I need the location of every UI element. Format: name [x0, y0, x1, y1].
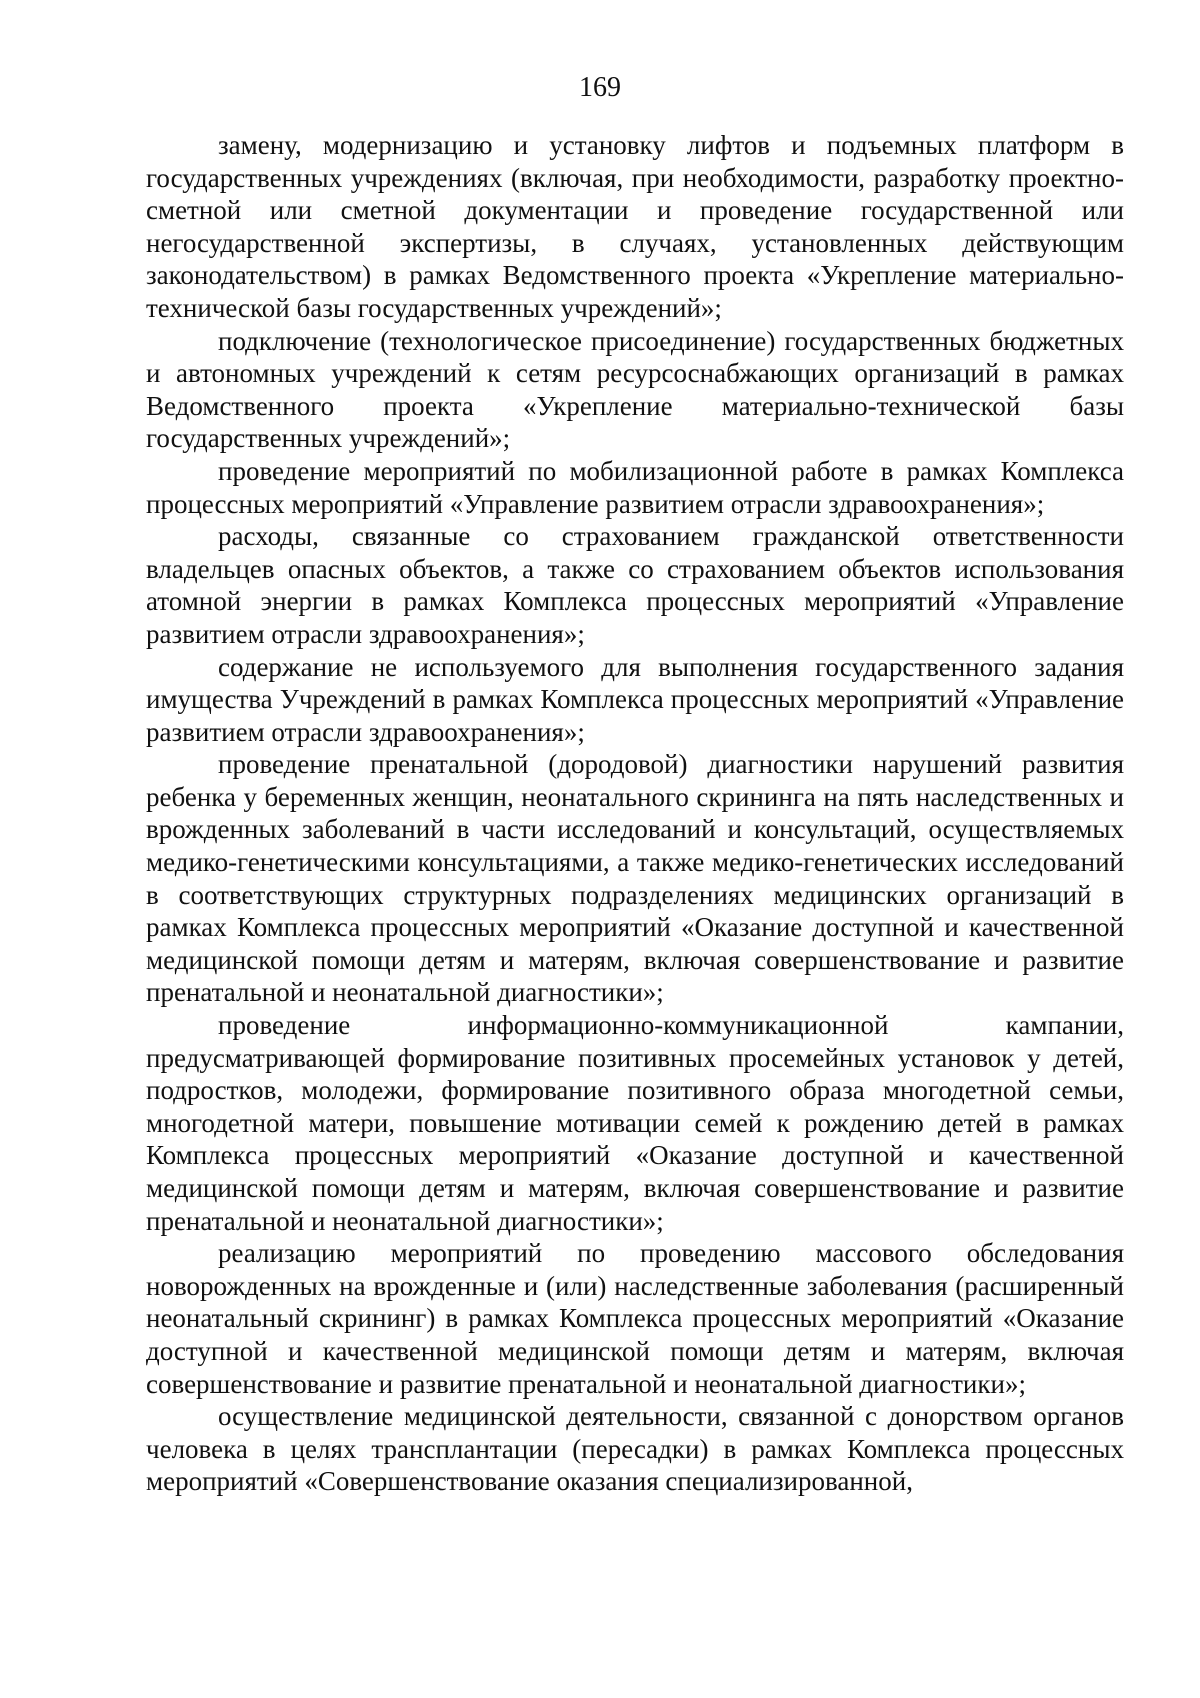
paragraph: подключение (технологическое присоединение) государственных бюджетных и автономных учреждений к сетям ресурсоснабжающих организаций в рамках Ведомственного проекта «Укрепление материально-технической базы государственных учреждений»;: [146, 325, 1124, 454]
page-number: 169: [579, 72, 621, 103]
paragraph: проведение мероприятий по мобилизационной работе в рамках Комплекса процессных мероприятий «Управление развитием отрасли здравоохранения»;: [146, 455, 1124, 519]
body-text: [146, 129, 1124, 1498]
paragraph: расходы, связанные со страхованием гражданской ответственности владельцев опасных объектов, а также со страхованием объектов использования атомной энергии в рамках Комплекса процессных мероприятий «Управление развитием отрасли здравоохранения»;: [146, 521, 1124, 649]
paragraph: реализацию мероприятий по проведению массового обследования новорожденных на врожденные и (или) наследственные заболевания (расширенный неонатальный скрининг) в рамках Комплекса процессных мероприятий «Оказание доступной и качественной медицинской помощи детям и матерям, включая совершенствование и развитие пренатальной и неонатальной диагностики»;: [146, 1238, 1124, 1399]
paragraph: замену, модернизацию и установку лифтов и подъемных платформ в государственных учреждениях (включая, при необходимости, разработку проектно-сметной или сметной документации и проведение государственной или негосударственной экспертизы, в случаях, установленных действующим законодательством) в рамках Ведомственного проекта «Укрепление материально-технической базы государственных учреждений»;: [146, 130, 1124, 323]
paragraph: осуществление медицинской деятельности, связанной с донорством органов человека в целях трансплантации (пересадки) в рамках Комплекса процессных мероприятий «Совершенствование оказания специализированной,: [146, 1401, 1124, 1497]
paragraph: содержание не используемого для выполнения государственного задания имущества Учреждений в рамках Комплекса процессных мероприятий «Управление развитием отрасли здравоохранения»;: [146, 651, 1124, 747]
paragraph: проведение пренатальной (дородовой) диагностики нарушений развития ребенка у беременных женщин, неонатального скрининга на пять наследственных и врожденных заболеваний в части исследований и консультаций, осуществляемых медико-генетическими консультациями, а также медико-генетических исследований в соответствующих структурных подразделениях медицинских организаций в рамках Комплекса процессных мероприятий «Оказание доступной и качественной медицинской помощи детям и матерям, включая совершенствование и развитие пренатальной и неонатальной диагностики»;: [146, 749, 1124, 1008]
paragraph: проведение информационно-коммуникационной кампании, предусматривающей формирование позитивных просемейных установок у детей, подростков, молодежи, формирование позитивного образа многодетной семьи, многодетной матери, повышение мотивации семей к рождению детей в рамках Комплекса процессных мероприятий «Оказание доступной и качественной медицинской помощи детям и матерям, включая совершенствование и развитие пренатальной и неонатальной диагностики»;: [146, 1010, 1124, 1236]
